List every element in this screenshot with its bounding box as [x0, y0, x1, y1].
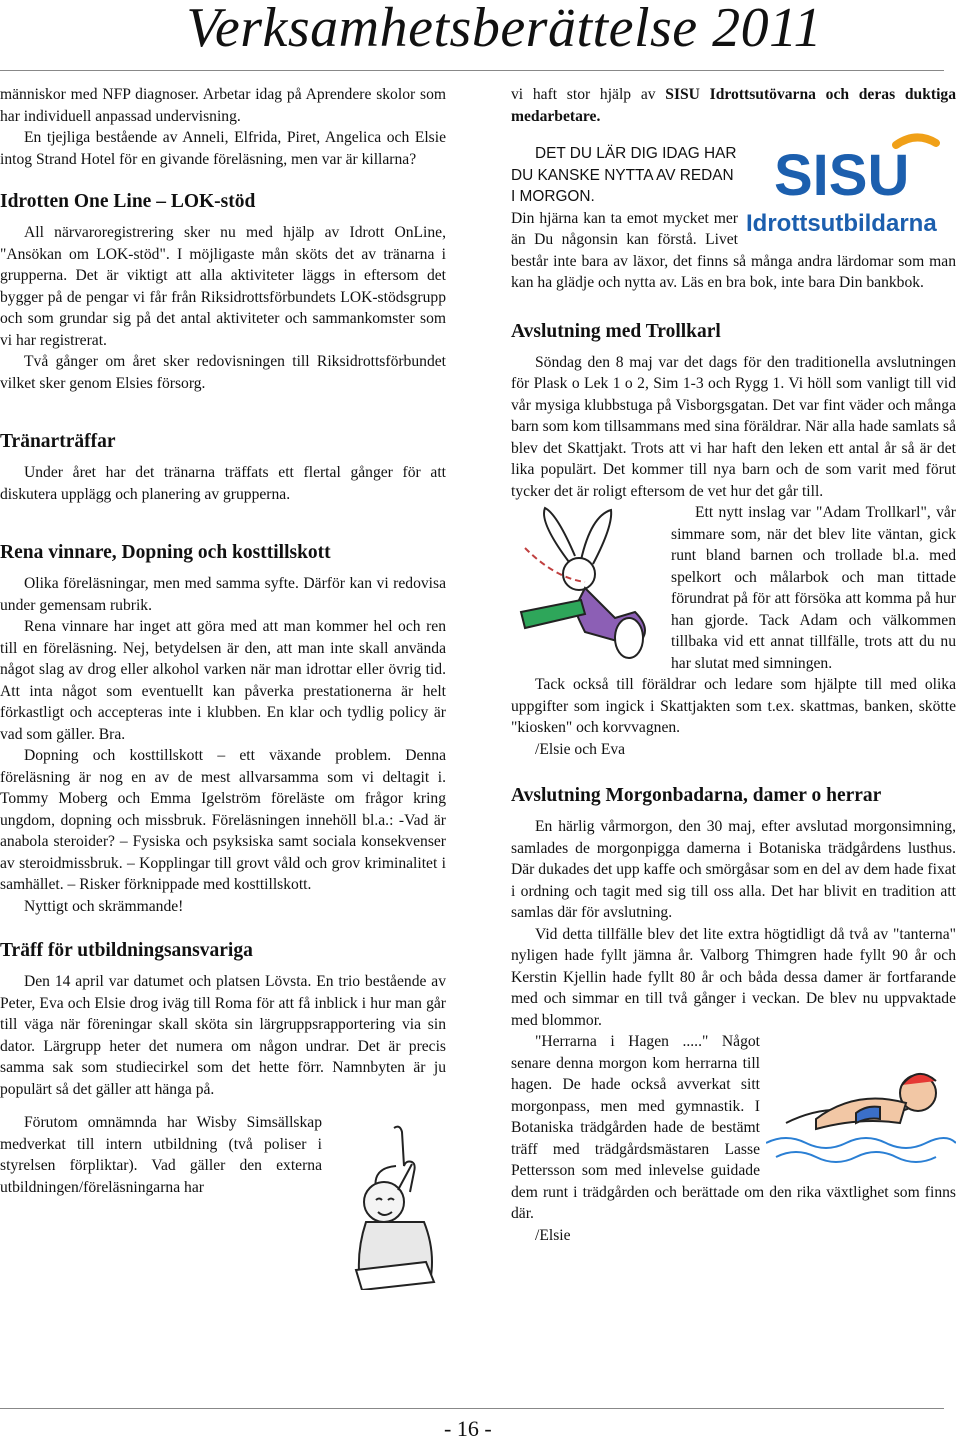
intro-text: vi haft stor hjälp av — [511, 86, 666, 103]
header-rule — [0, 70, 944, 71]
page-header — [0, 0, 960, 72]
quote-text: DET DU LÄR DIG IDAG HAR DU KANSKE NYTTA AV REDAN I MORGON. — [511, 145, 737, 205]
body-paragraph: Den 14 april var datumet och platsen Lövsta. En trio bestående av Peter, Eva och Elsie drog iväg till Roma för att få inblick i hur man går till väga när föreningar skall sköta sin lärgruppsrapportering via sin dator. Lärgrupp heter det numera om någon undrar. Det är precis samma sak som studiecirkel som det hette förr. Namnbyten är ju populärt så det gäller att hänga på. — [0, 973, 446, 1098]
signature: /Elsie — [535, 1226, 571, 1244]
swimmer-illustration — [766, 1033, 956, 1173]
body-paragraph: Rena vinnare har inget att göra med att man kommer hel och ren till en föreläsning. Nej, betydelsen är den, att man inte skall använda något slag av drog eller alkohol varken när man idrottar eller övrig tid. Att inta något som eventuellt kan påverka prestationerna är helt förkastligt och accepteras inte i klubben. En klar och tydlig policy är vad som gäller. Bra. — [0, 618, 446, 743]
right-column — [511, 84, 956, 1246]
signature: /Elsie och Eva — [535, 740, 626, 758]
body-paragraph: Vid detta tillfälle blev det lite extra högtidligt då två av "tanterna" nyligen hade fyllt jämna år. Valborg Thimgren hade fyllt 90 år och Kerstin Kjellin hade fyllt 80 år och båda dessa damer är fortfarande med och simmar en till två gånger i veckan. De blev nu uppvaktade med blommor. — [511, 925, 956, 1029]
body-paragraph: Tack också till föräldrar och ledare som hjälpte till med olika uppgifter som ingick i Skattjakten som t.ex. skattmas, banken, skötte "kiosken" och korvvagnen. — [511, 676, 956, 736]
body-paragraph: Under året har det tränarna träffats ett flertal gånger för att diskutera upplägg och planering av grupperna. — [0, 464, 446, 503]
intro-bold-text: SISU Idrottsutövarna och deras duktiga medarbetare. — [511, 86, 956, 125]
section-title-lok: Idrotten One Line – LOK-stöd — [0, 191, 256, 212]
page-number: - 16 - — [444, 1416, 492, 1441]
body-paragraph: "Herrarna i Hagen ....." Något senare denna morgon kom herrarna till hagen. De hade också avverkat sitt morgonpass, men med gymnastik. I Botaniska trädgården hade de bestämt träff med trädgårdsmästaren Lasse Pettersson som med inlevelse guidade dem runt i trädgården och berättade om den rika växtlighet som finns där. — [511, 1033, 956, 1222]
intro-paragraph: En tjejliga bestående av Anneli, Elfrida, Piret, Angelica och Elsie intog Strand Hotel för en givande föreläsning, men var är killarna? — [0, 129, 446, 168]
section-title-rena-vinnare: Rena vinnare, Dopning och kosttillskott — [0, 542, 331, 563]
page-title: Verksamhetsberättelse 2011 — [186, 0, 822, 59]
student-illustration — [336, 1120, 446, 1290]
section-title-utbildning: Träff för utbildningsansvariga — [0, 940, 253, 961]
body-paragraph: Olika föreläsningar, men med samma syfte. Därför kan vi redovisa under gemensam rubrik. — [0, 575, 446, 614]
body-paragraph — [511, 84, 956, 127]
body-paragraph: Två gånger om året sker redovisningen till Riksidrottsförbundet vilket sker genom Elsies försorg. — [0, 353, 446, 392]
sisu-logo-subtext: Idrottsutbildarna — [746, 210, 937, 237]
section-title-tranartraffar: Tränarträffar — [0, 431, 116, 452]
intro-paragraph: människor med NFP diagnoser. Arbetar idag på Aprendere skolor som har individuell anpassad undervisning. — [0, 86, 446, 125]
section-title-trollkarl: Avslutning med Trollkarl — [511, 320, 721, 342]
left-column — [0, 84, 446, 1292]
footer-rule — [0, 1408, 944, 1409]
sisu-logo — [746, 133, 956, 237]
body-paragraph: Ett nytt inslag var "Adam Trollkarl", vår simmare som, när det blev lite väntan, gick runt bland barnen och trollade bl.a. med spelkort och målarbok och man tittade förundrat på för att försöka att komma på hur han gjorde. Tack Adam och välkommen tillbaka vid ett annat tillfälle, trots att du nu har slutat med simningen. — [671, 504, 956, 672]
sisu-logo-text: SISU — [774, 143, 910, 208]
section-title-morgonbadarna: Avslutning Morgonbadarna, damer o herrar — [511, 785, 882, 806]
body-paragraph: Dopning och kosttillskott – ett växande problem. Denna föreläsning är nog en av de mest allvarsamma som vi deltagit i. Tommy Moberg och Emma Igelström föreläste om frågor kring ungdom, dopning och missbruk. Föreläsningen innehöll bl.a.: -Vad är anabola steroider? – Fysiska och psyksiska samt sociala konsekvenser av steroidmissbruk. – Kopplingar till grovt våld och grov kriminalitet i samhället. – Risker förknippade med kosttillskott. — [0, 747, 446, 893]
body-paragraph: Förutom omnämnda har Wisby Simsällskap medverkat till intern utbildning (två poliser i styrelsen förpliktar). Vad gäller den externa utbildningen/föreläsningarna har — [0, 1114, 322, 1196]
body-paragraph: Söndag den 8 maj var det dags för den traditionella avslutningen för Plask o Lek 1 o 2, Sim 1-3 och Rygg 1. Vi höll som vanligt till vid vår mysiga klubbstuga på Visborgsgatan. Det var fint väder och många barn som kom tillsammans med sina föräldrar. När alla hade samlats så blev det Skattjakt. Trots att vi har haft den leken ett antal år så är det lika populärt. Det kommer till nya barn och de som varit med förut tycker det är roligt eftersom de vet hur det går till. — [511, 353, 956, 500]
body-paragraph: All närvaroregistrering sker nu med hjälp av Idrott OnLine, "Ansökan om LOK-stöd". I möjligaste mån sköts det av tränarna i grupperna. Det är viktigt att alla aktiviteter läggs in eftersom det bygger på de pengar vi får från Riksidrottsförbundets LOK-stödsgrupp och som grundar sig på det antal aktiviteter och sammankomster som vi har registrerat. — [0, 224, 446, 349]
magic-hat-illustration — [511, 502, 659, 672]
body-paragraph: Din hjärna kan ta emot mycket mer än Du någonsin kan förstå. Livet består inte bara av läxor, det finns så många andra lärdomar som man kan ha glädje och nytta av. Läs en bra bok, inte bara Din bankbok. — [511, 209, 956, 291]
body-paragraph: En härlig vårmorgon, den 30 maj, efter avslutad morgonsimning, samlades de morgonpigga damerna i Botaniska trädgårdens lusthus. Där dukades det upp kaffe och smörgåsar som en del av dem hade fixat i ordning och tagit med sig till oss alla. Det har blivit en tradition att samlas där för avslutning. — [511, 818, 957, 921]
body-paragraph: Nyttigt och skrämmande! — [24, 897, 184, 915]
